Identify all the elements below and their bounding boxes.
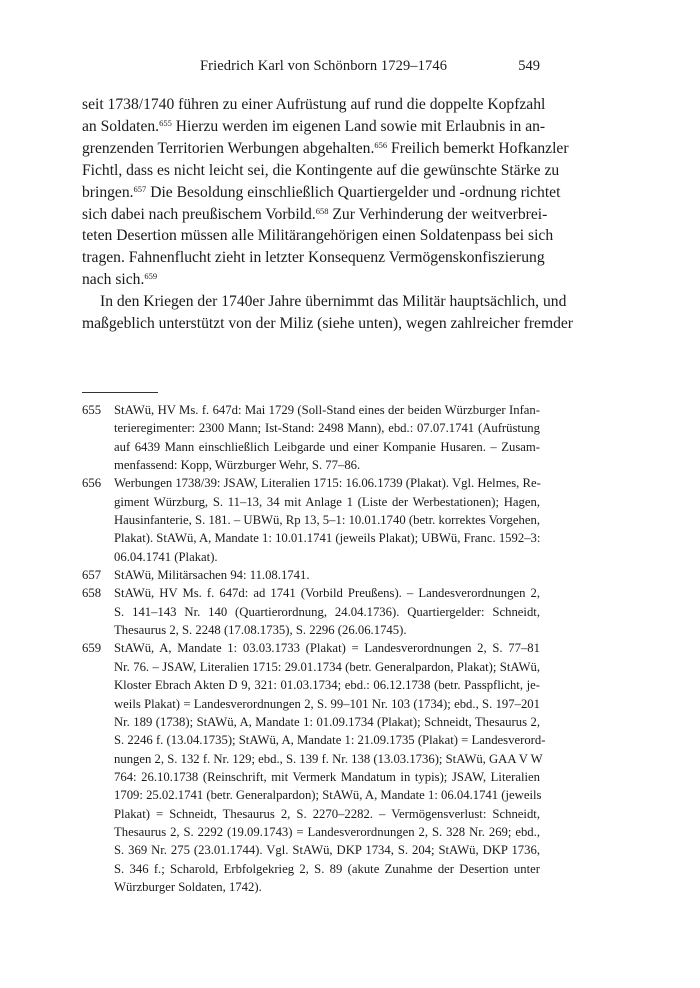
body-line — [82, 204, 548, 226]
footnote-line: 764: 26.10.1738 (Reinschrift, mit Vermerk Mandatum in typis); JSAW, Literalien — [114, 769, 540, 784]
footnote-line: Nr. 76. – JSAW, Literalien 1715: 29.01.1734 (betr. Generalpardon, Plakat); StAWü, — [114, 659, 540, 674]
footnote-line: S. 346 f.; Scharold, Erbfolgekrieg 2, S. 89 (akute Zunahme der Desertion unter — [114, 861, 540, 876]
footnote-number: 656 — [82, 476, 102, 491]
footnotes — [82, 401, 546, 896]
body-line-text: seit 1738/1740 führen zu einer Aufrüstung auf rund die doppelte Kopfzahl — [82, 96, 546, 113]
footnote-line: auf 6439 Mann einschließlich Leibgarde und einer Kompanie Husaren. – Zusam- — [114, 439, 540, 454]
body-line-text: nach sich. — [82, 271, 145, 289]
footnote-656 — [82, 474, 540, 566]
body-line-text: Die Besoldung einschließlich Quartiergelder und -ordnung richtet — [146, 183, 561, 201]
body-line-text: Freilich bemerkt Hofkanzler — [387, 139, 569, 157]
footnote-line: Thesaurus 2, S. 2248 (17.08.1735), S. 2296 (26.06.1745). — [114, 623, 407, 638]
footnote-line: Plakat). StAWü, A, Mandate 1: 10.01.1741 (jeweils Plakat); UBWü, Franc. 1592–3: — [114, 531, 541, 546]
body-line — [82, 116, 546, 138]
footnote-659 — [82, 639, 546, 896]
footnote-line: Kloster Ebrach Akten D 9, 321: 01.03.1734; ebd.: 06.12.1738 (betr. Passpflicht, je- — [114, 678, 540, 693]
body-line — [82, 247, 545, 269]
footnote-number: 658 — [82, 586, 102, 601]
body-text — [82, 94, 574, 335]
footnote-line: terieregimenter: 2300 Mann; Ist-Stand: 2498 Mann), ebd.: 07.07.1741 (Aufrüstung — [114, 421, 540, 436]
body-line-text: grenzenden Territorien Werbungen abgehalten. — [82, 139, 375, 157]
footnote-reference: 658 — [315, 205, 329, 216]
body-line — [82, 138, 569, 160]
footnote-number: 659 — [82, 641, 102, 656]
body-line — [82, 160, 560, 182]
footnote-number: 655 — [82, 403, 102, 417]
body-line-text: an Soldaten. — [82, 117, 160, 135]
footnote-line: StAWü, A, Mandate 1: 03.03.1733 (Plakat) = Landesverordnungen 2, S. 77–81 — [114, 641, 540, 656]
footnote-line: StAWü, HV Ms. f. 647d: ad 1741 (Vorbild Preußens). – Landesverordnungen 2, — [114, 586, 540, 601]
footnote-reference: 657 — [133, 183, 147, 194]
footnote-line: weils Plakat) = Landesverordnungen 2, S. 99–101 Nr. 103 (1734); ebd., S. 197–201 — [114, 696, 540, 711]
footnote-line: S. 141–143 Nr. 140 (Quartierordnung, 24.04.1736). Quartiergelder: Schneidt, — [114, 604, 540, 619]
footnote-rule — [82, 392, 158, 393]
footnote-line: nungen 2, S. 132 f. Nr. 129; ebd., S. 139 f. Nr. 138 (13.03.1736); StAWü, GAA V W — [114, 751, 543, 766]
footnote-655 — [82, 401, 540, 474]
footnote-line: Würzburger Soldaten, 1742). — [114, 879, 262, 894]
footnote-line: Plakat) = Schneidt, Thesaurus 2, S. 2270–2282. – Vermögensverlust: Schneidt, — [114, 806, 540, 821]
footnote-reference: 656 — [374, 139, 388, 150]
body-line — [82, 269, 540, 291]
body-line — [82, 313, 574, 335]
footnote-line: menfassend: Kopp, Würzburger Wehr, S. 77–86. — [114, 458, 361, 473]
body-line-text: Fichtl, dass es nicht leicht sei, die Kontingente auf die gewünschte Stärke zu — [82, 161, 560, 179]
footnote-number: 657 — [82, 568, 102, 583]
body-line-text: Zur Verhinderung der weitverbrei- — [328, 205, 548, 223]
body-line-text: Hierzu werden im eigenen Land sowie mit Erlaubnis in an- — [171, 117, 546, 135]
body-line-text: tragen. Fahnenflucht zieht in letzter Konsequenz Vermögenskonfiszierung — [82, 249, 545, 267]
footnote-line: 06.04.1741 (Plakat). — [114, 549, 218, 564]
footnote-line: Thesaurus 2, S. 2292 (19.09.1743) = Landesverordnungen 2, S. 328 Nr. 269; ebd., — [114, 824, 540, 839]
footnote-line: Nr. 189 (1738); StAWü, A, Mandate 1: 01.09.1734 (Plakat); Schneidt, Thesaurus 2, — [114, 714, 540, 729]
body-line — [82, 94, 546, 116]
footnote-line: StAWü, Militärsachen 94: 11.08.1741. — [114, 568, 310, 583]
footnote-reference: 655 — [159, 117, 172, 128]
footnote-reference: 659 — [144, 271, 158, 282]
footnote-657 — [82, 566, 540, 584]
footnote-line: Hausinfanterie, S. 181. – UBWü, Rp 13, 5–1: 10.01.1740 (betr. korrektes Vorgehen, — [114, 513, 540, 528]
body-line-text: In den Kriegen der 1740er Jahre übernimmt das Militär hauptsächlich, und — [100, 293, 567, 311]
page-number: 549 — [518, 58, 540, 74]
body-line-text: bringen. — [82, 183, 134, 201]
body-line-text: maßgeblich unterstützt von der Miliz (siehe unten), wegen zahlreicher fremder — [82, 315, 574, 333]
body-line-text: teten Desertion müssen alle Militärangehörigen einen Soldatenpass bei sich — [82, 227, 554, 245]
footnote-line: StAWü, HV Ms. f. 647d: Mai 1729 (Soll-Stand eines der beiden Würzburger Infan- — [114, 403, 540, 417]
footnote-line: 1709: 25.02.1741 (betr. Generalpardon); StAWü, A, Mandate 1: 06.04.1741 (jeweils — [114, 788, 542, 803]
footnote-line: S. 369 Nr. 275 (23.01.1744). Vgl. StAWü, DKP 1734, S. 204; StAWü, DKP 1736, — [114, 843, 540, 858]
footnote-658 — [82, 584, 540, 639]
footnote-line: Werbungen 1738/39: JSAW, Literalien 1715: 16.06.1739 (Plakat). Vgl. Helmes, Re- — [114, 476, 541, 491]
body-line-text: sich dabei nach preußischem Vorbild. — [82, 205, 316, 223]
body-line — [82, 182, 561, 204]
footnote-line: giment Würzburg, S. 11–13, 34 mit Anlage 1 (Liste der Werbestationen); Hagen, — [114, 494, 540, 509]
footnote-line: S. 2246 f. (13.04.1735); StAWü, A, Mandate 1: 21.09.1735 (Plakat) = Landesverord- — [114, 733, 546, 748]
body-line — [82, 291, 567, 313]
body-line — [82, 225, 554, 247]
running-head-title: Friedrich Karl von Schönborn 1729–1746 — [200, 58, 448, 74]
